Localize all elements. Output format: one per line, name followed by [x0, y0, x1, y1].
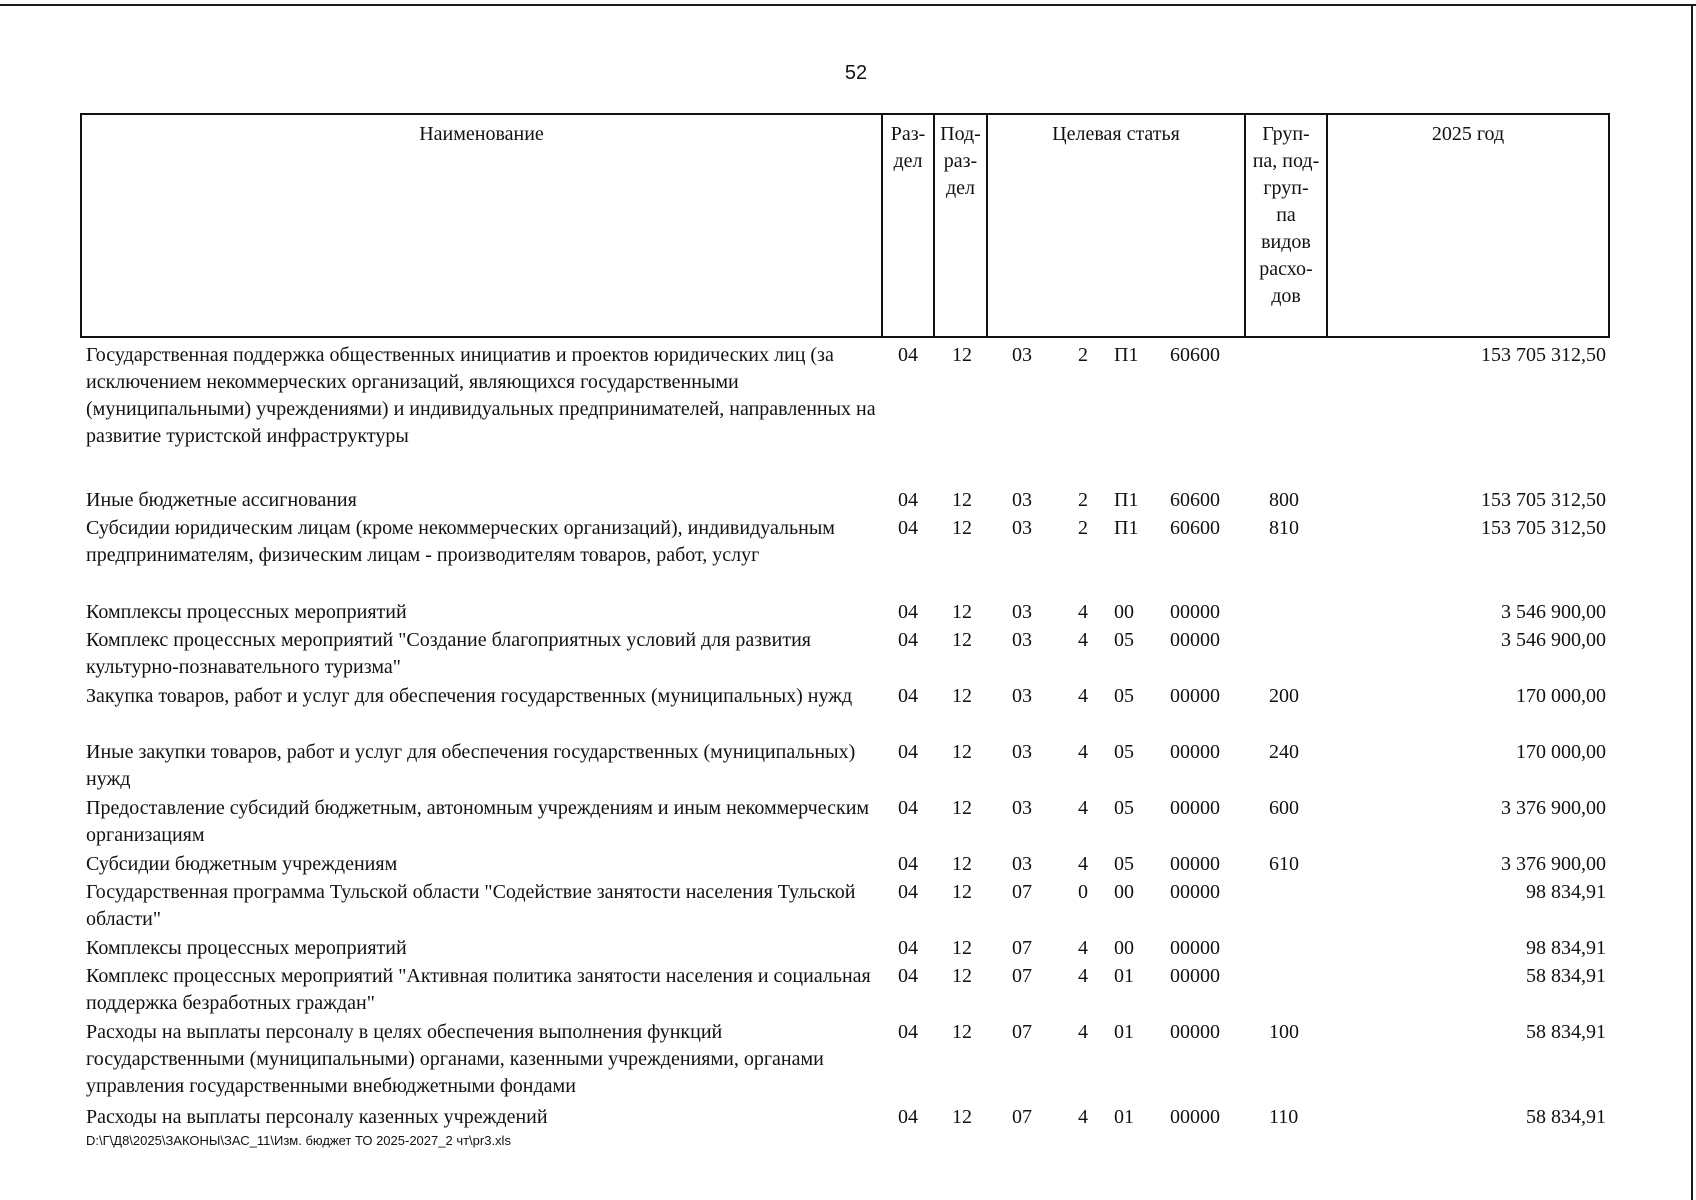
footer-file-path: D:\Г\Д8\2025\ЗАКОНЫ\ЗАС_11\Изм. бюджет ТО 2025-2027_2 чт\pr3.xls	[86, 1133, 511, 1148]
header-group-line: Груп-	[1262, 123, 1310, 145]
row-name: Комплексы процессных мероприятий	[86, 937, 407, 959]
row-target-article-part: П1	[1114, 344, 1139, 366]
row-target-article-part: 00000	[1170, 1106, 1220, 1128]
header-section-line: Раз-	[890, 123, 926, 145]
header-subsection-line: дел	[945, 177, 976, 199]
row-name: Субсидии бюджетным учреждениям	[86, 853, 398, 875]
row-amount: 58 834,91	[1526, 1106, 1606, 1128]
row-target-article-part: 2	[1078, 517, 1088, 539]
row-target-article-part: 05	[1114, 741, 1134, 763]
row-target-article-part: П1	[1114, 517, 1139, 539]
row-target-article-part: 03	[1012, 685, 1032, 707]
row-target-article-part: 4	[1078, 853, 1088, 875]
row-target-article-part: 00000	[1170, 853, 1220, 875]
row-target-article-part: 05	[1114, 797, 1134, 819]
row-target-article-part: 07	[1012, 965, 1032, 987]
row-name: Комплексы процессных мероприятий	[86, 601, 407, 623]
row-subsection: 12	[952, 489, 972, 511]
row-subsection: 12	[952, 1021, 972, 1043]
row-target-article-part: 4	[1078, 685, 1088, 707]
row-name: Государственная поддержка общественных инициатив и проектов юридических лиц (за исключением некоммерческих организаций, являющихся государственными (муниципальными) учреждениями) и индивидуальных предпринимателей, направленных на развитие туристской инфраструктуры	[86, 344, 876, 447]
row-target-article-part: 00000	[1170, 741, 1220, 763]
header-section-line: дел	[893, 150, 923, 172]
row-target-article-part: 00000	[1170, 965, 1220, 987]
row-target-article-part: 00000	[1170, 1021, 1220, 1043]
row-section: 04	[898, 601, 918, 623]
row-subsection: 12	[952, 1106, 972, 1128]
row-target-article-part: 05	[1114, 853, 1134, 875]
row-target-article-part: 00	[1114, 601, 1134, 623]
row-amount: 3 376 900,00	[1501, 797, 1606, 819]
row-target-article-part: 0	[1078, 881, 1088, 903]
row-target-article-part: 00	[1114, 937, 1134, 959]
row-section: 04	[898, 965, 918, 987]
row-amount: 170 000,00	[1516, 741, 1606, 763]
row-subsection: 12	[952, 741, 972, 763]
row-name: Расходы на выплаты персоналу казенных учреждений	[86, 1106, 548, 1128]
row-section: 04	[898, 741, 918, 763]
row-amount: 153 705 312,50	[1481, 517, 1606, 539]
row-name: Государственная программа Тульской области "Содействие занятости населения Тульской области"	[86, 881, 856, 930]
row-group: 200	[1269, 685, 1299, 707]
row-target-article-part: 4	[1078, 1021, 1088, 1043]
row-target-article-part: 4	[1078, 937, 1088, 959]
row-target-article-part: 2	[1078, 489, 1088, 511]
row-group: 600	[1269, 797, 1299, 819]
header-subsection-line: раз-	[943, 150, 978, 172]
row-amount: 153 705 312,50	[1481, 489, 1606, 511]
header-group-line: видов	[1261, 231, 1311, 253]
row-target-article-part: 07	[1012, 881, 1032, 903]
row-subsection: 12	[952, 797, 972, 819]
row-subsection: 12	[952, 965, 972, 987]
row-target-article-part: 03	[1012, 629, 1032, 651]
row-target-article-part: 07	[1012, 1106, 1032, 1128]
row-target-article-part: 03	[1012, 853, 1032, 875]
header-group-line: дов	[1271, 285, 1301, 307]
row-subsection: 12	[952, 881, 972, 903]
row-target-article-part: 60600	[1170, 517, 1220, 539]
row-group: 100	[1269, 1021, 1299, 1043]
row-subsection: 12	[952, 517, 972, 539]
row-name: Комплекс процессных мероприятий "Создание благоприятных условий для развития культурно-познавательного туризма"	[86, 629, 811, 678]
row-subsection: 12	[952, 853, 972, 875]
row-amount: 3 546 900,00	[1501, 601, 1606, 623]
row-target-article-part: 03	[1012, 344, 1032, 366]
row-name: Субсидии юридическим лицам (кроме некоммерческих организаций), индивидуальным предпринимателям, физическим лицам - производителям товаров, работ, услуг	[86, 517, 835, 566]
row-section: 04	[898, 797, 918, 819]
row-target-article-part: 4	[1078, 601, 1088, 623]
row-name: Иные закупки товаров, работ и услуг для обеспечения государственных (муниципальных) нужд	[86, 741, 856, 790]
row-subsection: 12	[952, 629, 972, 651]
row-target-article-part: 4	[1078, 1106, 1088, 1128]
row-target-article-part: 07	[1012, 1021, 1032, 1043]
page-number: 52	[844, 62, 868, 84]
row-section: 04	[898, 853, 918, 875]
row-section: 04	[898, 489, 918, 511]
row-target-article-part: 60600	[1170, 489, 1220, 511]
header-group-line: груп-	[1263, 177, 1309, 199]
row-target-article-part: 03	[1012, 517, 1032, 539]
row-subsection: 12	[952, 685, 972, 707]
row-target-article-part: 4	[1078, 965, 1088, 987]
row-group: 610	[1269, 853, 1299, 875]
row-section: 04	[898, 1106, 918, 1128]
row-group: 240	[1269, 741, 1299, 763]
row-target-article-part: 4	[1078, 629, 1088, 651]
row-section: 04	[898, 685, 918, 707]
row-target-article-part: 00	[1114, 881, 1134, 903]
row-target-article-part: 60600	[1170, 344, 1220, 366]
row-section: 04	[898, 344, 918, 366]
row-amount: 3 376 900,00	[1501, 853, 1606, 875]
row-target-article-part: 00000	[1170, 881, 1220, 903]
header-year: 2025 год	[1431, 123, 1505, 145]
row-amount: 3 546 900,00	[1501, 629, 1606, 651]
row-subsection: 12	[952, 344, 972, 366]
row-target-article-part: 00000	[1170, 797, 1220, 819]
row-target-article-part: П1	[1114, 489, 1139, 511]
row-target-article-part: 01	[1114, 1106, 1134, 1128]
row-target-article-part: 07	[1012, 937, 1032, 959]
row-target-article-part: 01	[1114, 1021, 1134, 1043]
header-subsection-line: Под-	[940, 123, 981, 145]
row-target-article-part: 00000	[1170, 685, 1220, 707]
row-amount: 98 834,91	[1526, 881, 1606, 903]
row-target-article-part: 4	[1078, 741, 1088, 763]
row-section: 04	[898, 517, 918, 539]
header-group-line: па	[1276, 204, 1296, 226]
row-target-article-part: 05	[1114, 629, 1134, 651]
row-amount: 58 834,91	[1526, 965, 1606, 987]
row-name: Закупка товаров, работ и услуг для обеспечения государственных (муниципальных) нужд	[86, 685, 853, 707]
row-name: Расходы на выплаты персоналу в целях обеспечения выполнения функций государственными (муниципальными) органами, казенными учреждениями, органами управления государственными внебюджетными фондами	[86, 1021, 824, 1097]
row-group: 800	[1269, 489, 1299, 511]
row-target-article-part: 03	[1012, 601, 1032, 623]
row-subsection: 12	[952, 937, 972, 959]
row-target-article-part: 00000	[1170, 601, 1220, 623]
row-name: Предоставление субсидий бюджетным, автономным учреждениям и иным некоммерческим организациям	[86, 797, 870, 846]
row-target-article-part: 2	[1078, 344, 1088, 366]
row-subsection: 12	[952, 601, 972, 623]
row-target-article-part: 00000	[1170, 937, 1220, 959]
header-target-article: Целевая статья	[1052, 123, 1180, 145]
row-target-article-part: 03	[1012, 489, 1032, 511]
row-group: 810	[1269, 517, 1299, 539]
row-target-article-part: 03	[1012, 797, 1032, 819]
row-name: Комплекс процессных мероприятий "Активная политика занятости населения и социальная поддержка безработных граждан"	[86, 965, 871, 1014]
row-amount: 170 000,00	[1516, 685, 1606, 707]
row-group: 110	[1269, 1106, 1299, 1128]
row-target-article-part: 01	[1114, 965, 1134, 987]
row-name: Иные бюджетные ассигнования	[86, 489, 357, 511]
row-amount: 98 834,91	[1526, 937, 1606, 959]
row-section: 04	[898, 629, 918, 651]
row-target-article-part: 03	[1012, 741, 1032, 763]
row-amount: 153 705 312,50	[1481, 344, 1606, 366]
row-section: 04	[898, 937, 918, 959]
row-target-article-part: 05	[1114, 685, 1134, 707]
row-section: 04	[898, 881, 918, 903]
header-group-line: расхо-	[1259, 258, 1313, 280]
row-section: 04	[898, 1021, 918, 1043]
row-amount: 58 834,91	[1526, 1021, 1606, 1043]
row-target-article-part: 4	[1078, 797, 1088, 819]
header-name: Наименование	[419, 123, 544, 145]
header-group-line: па, под-	[1252, 150, 1320, 172]
row-target-article-part: 00000	[1170, 629, 1220, 651]
